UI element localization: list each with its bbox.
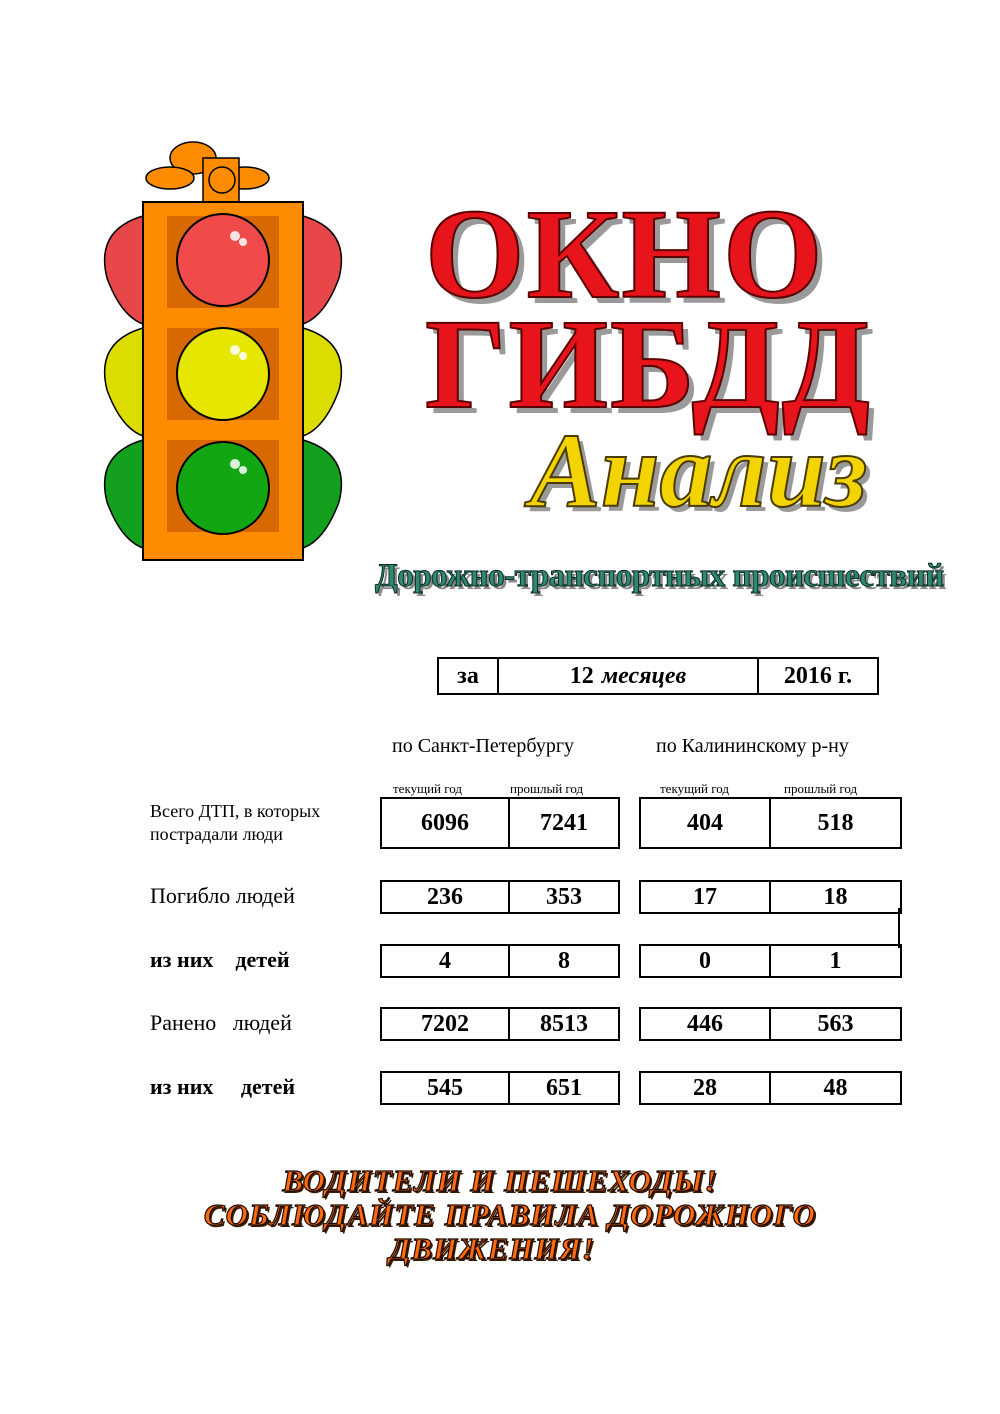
- value-cell: 446: [687, 1010, 723, 1037]
- value-cell: 7202: [421, 1010, 469, 1037]
- spb-values-killed: [380, 880, 620, 914]
- slogan-line1: ВОДИТЕЛИ И ПЕШЕХОДЫ!: [282, 1163, 718, 1198]
- value-cell: 236: [427, 883, 463, 910]
- value-cell: 28: [693, 1074, 717, 1101]
- table-divider: [898, 908, 900, 948]
- value-cell: 545: [427, 1074, 463, 1101]
- spb-values-injured-children: [380, 1071, 620, 1105]
- period-months-number: 12: [569, 662, 594, 689]
- value-cell: 48: [769, 1073, 900, 1103]
- kal-values-killed-children: [639, 944, 902, 978]
- kal-values-killed: [639, 880, 902, 914]
- region-header-spb: по Санкт-Петербургу: [392, 735, 575, 757]
- slogan-line3: ДВИЖЕНИЯ!: [389, 1231, 595, 1266]
- value-cell: 7241: [508, 799, 618, 847]
- period-year: 2016 г.: [783, 662, 853, 689]
- title-line1: ОКНО: [425, 183, 825, 325]
- row-label-injured-children: из них детей: [150, 1074, 296, 1099]
- value-cell: 8: [508, 946, 618, 976]
- traffic-light-icon: [95, 138, 345, 578]
- row-label-injured: Ранено людей: [150, 1010, 292, 1035]
- value-cell: 1: [769, 946, 900, 976]
- column-header-kal-previous: прошлый год: [784, 781, 858, 796]
- slogan-line2: СОБЛЮДАЙТЕ ПРАВИЛА ДОРОЖНОГО: [203, 1197, 817, 1232]
- period-prep: за: [439, 659, 499, 693]
- row-label-killed: Погибло людей: [150, 883, 295, 908]
- title-line2: ГИБДД: [425, 293, 872, 435]
- period-box: [437, 657, 879, 695]
- value-cell: 353: [508, 882, 618, 912]
- value-cell: 404: [687, 809, 723, 836]
- value-cell: 18: [769, 882, 900, 912]
- region-header-kalininsky: по Калининскому р-ну: [656, 735, 849, 757]
- subtitle: Дорожно-транспортных происшествий: [375, 558, 944, 594]
- spb-values-injured: [380, 1007, 620, 1041]
- value-cell: 8513: [508, 1009, 618, 1039]
- period-months-word: месяцев: [601, 662, 687, 689]
- column-header-spb-current: текущий год: [393, 781, 463, 796]
- column-header-kal-current: текущий год: [660, 781, 730, 796]
- period-months: [499, 659, 759, 693]
- row-label-total-accidents: Всего ДТП, в которых пострадали люди: [150, 801, 321, 844]
- spb-values-killed-children: [380, 944, 620, 978]
- value-cell: 6096: [421, 809, 469, 836]
- value-cell: 563: [769, 1009, 900, 1039]
- value-cell: 651: [508, 1073, 618, 1103]
- kal-values-total: [639, 797, 902, 849]
- value-cell: 0: [699, 947, 711, 974]
- kal-values-injured-children: [639, 1071, 902, 1105]
- value-cell: 17: [693, 883, 717, 910]
- value-cell: 4: [439, 947, 451, 974]
- row-label-killed-children: из них детей: [150, 947, 290, 972]
- column-header-spb-previous: прошлый год: [510, 781, 584, 796]
- spb-values-total: [380, 797, 620, 849]
- value-cell: 518: [769, 799, 900, 847]
- kal-values-injured: [639, 1007, 902, 1041]
- analysis-heading: Анализ: [530, 412, 868, 529]
